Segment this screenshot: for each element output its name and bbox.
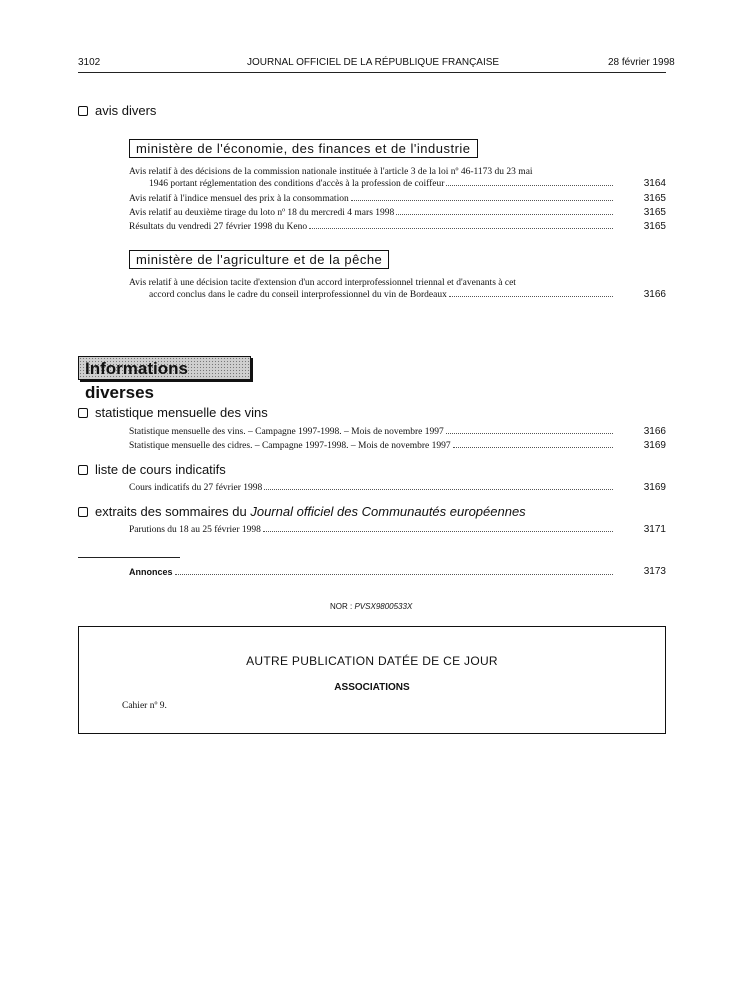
section-avis-divers bbox=[78, 103, 156, 118]
checkbox-icon bbox=[78, 408, 88, 418]
list-item bbox=[129, 277, 615, 301]
ministry-economie-heading: ministère de l'économie, des finances et de l'industrie bbox=[129, 139, 478, 158]
list-item bbox=[129, 193, 615, 205]
entry-line: Avis relatif au deuxième tirage du loto nº 18 du mercredi 4 mars 1998 bbox=[129, 208, 395, 218]
entry-line: Résultats du vendredi 27 février 1998 du Keno bbox=[129, 222, 308, 232]
entry-line: Avis relatif à une décision tacite d'extension d'un accord interprofessionnel triennal et d'avenants à cet bbox=[129, 278, 516, 288]
list-item bbox=[129, 524, 615, 536]
header-date: 28 février 1998 bbox=[608, 57, 675, 68]
page-ref: 3164 bbox=[643, 178, 666, 189]
section-title: avis divers bbox=[95, 103, 157, 118]
separator-rule bbox=[78, 557, 180, 558]
section-title: statistique mensuelle des vins bbox=[95, 405, 268, 420]
section-title-italic: Journal officiel des Communautés européennes bbox=[250, 504, 526, 519]
entry-line: Statistique mensuelle des vins. – Campagne 1997-1998. – Mois de novembre 1997 bbox=[129, 427, 444, 437]
leader-dots bbox=[175, 574, 613, 575]
page-ref: 3169 bbox=[643, 482, 666, 493]
annonces-entry bbox=[129, 566, 615, 578]
leader-dots bbox=[309, 228, 613, 229]
informations-diverses-banner bbox=[78, 356, 251, 402]
checkbox-icon bbox=[78, 465, 88, 475]
page-ref: 3165 bbox=[643, 193, 666, 204]
entry-line: Parutions du 18 au 25 février 1998 bbox=[129, 525, 261, 535]
list-item bbox=[129, 440, 615, 452]
section-statistique bbox=[78, 405, 268, 420]
page-ref: 3166 bbox=[643, 289, 666, 300]
leader-dots bbox=[396, 214, 613, 215]
page-ref: 3169 bbox=[643, 440, 666, 451]
annonces-label: Annonces bbox=[129, 567, 173, 577]
section-extraits bbox=[78, 504, 526, 519]
leader-dots bbox=[351, 200, 613, 201]
section-title: liste de cours indicatifs bbox=[95, 462, 226, 477]
banner-title: Informations diverses bbox=[85, 359, 188, 402]
ministry-agriculture-heading: ministère de l'agriculture et de la pêche bbox=[129, 250, 389, 269]
publication-title: AUTRE PUBLICATION DATÉE DE CE JOUR bbox=[246, 654, 498, 668]
entry-line: Statistique mensuelle des cidres. – Campagne 1997-1998. – Mois de novembre 1997 bbox=[129, 441, 451, 451]
leader-dots bbox=[264, 489, 613, 490]
nor-code: PVSX9800533X bbox=[354, 602, 413, 611]
list-item bbox=[129, 426, 615, 438]
checkbox-icon bbox=[78, 106, 88, 116]
entry-line: Cours indicatifs du 27 février 1998 bbox=[129, 483, 263, 493]
entry-line: Avis relatif à des décisions de la commission nationale instituée à l'article 3 de la loi nº 46-1173 du 23 mai bbox=[129, 167, 533, 177]
list-item bbox=[129, 482, 615, 494]
entry-line: accord conclus dans le cadre du conseil interprofessionnel du vin de Bordeaux bbox=[149, 290, 447, 300]
page-ref: 3166 bbox=[643, 426, 666, 437]
leader-dots bbox=[446, 433, 613, 434]
section-title-prefix: extraits des sommaires du bbox=[95, 504, 251, 519]
leader-dots bbox=[453, 447, 613, 448]
page-ref: 3165 bbox=[643, 207, 666, 218]
header-rule bbox=[78, 72, 666, 73]
journal-title: JOURNAL OFFICIEL DE LA RÉPUBLIQUE FRANÇAISE bbox=[247, 57, 500, 68]
publication-subtitle: ASSOCIATIONS bbox=[334, 682, 410, 693]
entry-line: Avis relatif à l'indice mensuel des prix à la consommation bbox=[129, 194, 349, 204]
publication-box bbox=[78, 626, 666, 734]
list-item bbox=[129, 207, 615, 219]
list-item bbox=[129, 221, 615, 233]
leader-dots bbox=[446, 185, 613, 186]
entry-line: 1946 portant réglementation des conditions d'accès à la profession de coiffeur bbox=[149, 179, 445, 189]
page-ref: 3171 bbox=[643, 524, 666, 535]
page-ref: 3165 bbox=[643, 221, 666, 232]
list-item bbox=[129, 166, 615, 190]
page-number: 3102 bbox=[78, 57, 101, 68]
checkbox-icon bbox=[78, 507, 88, 517]
nor-reference bbox=[330, 602, 412, 611]
leader-dots bbox=[449, 296, 613, 297]
page-ref: 3173 bbox=[643, 566, 666, 577]
section-cours bbox=[78, 462, 226, 477]
leader-dots bbox=[263, 531, 613, 532]
nor-label: NOR : bbox=[330, 602, 353, 611]
cahier-number: Cahier nº 9. bbox=[122, 701, 167, 711]
